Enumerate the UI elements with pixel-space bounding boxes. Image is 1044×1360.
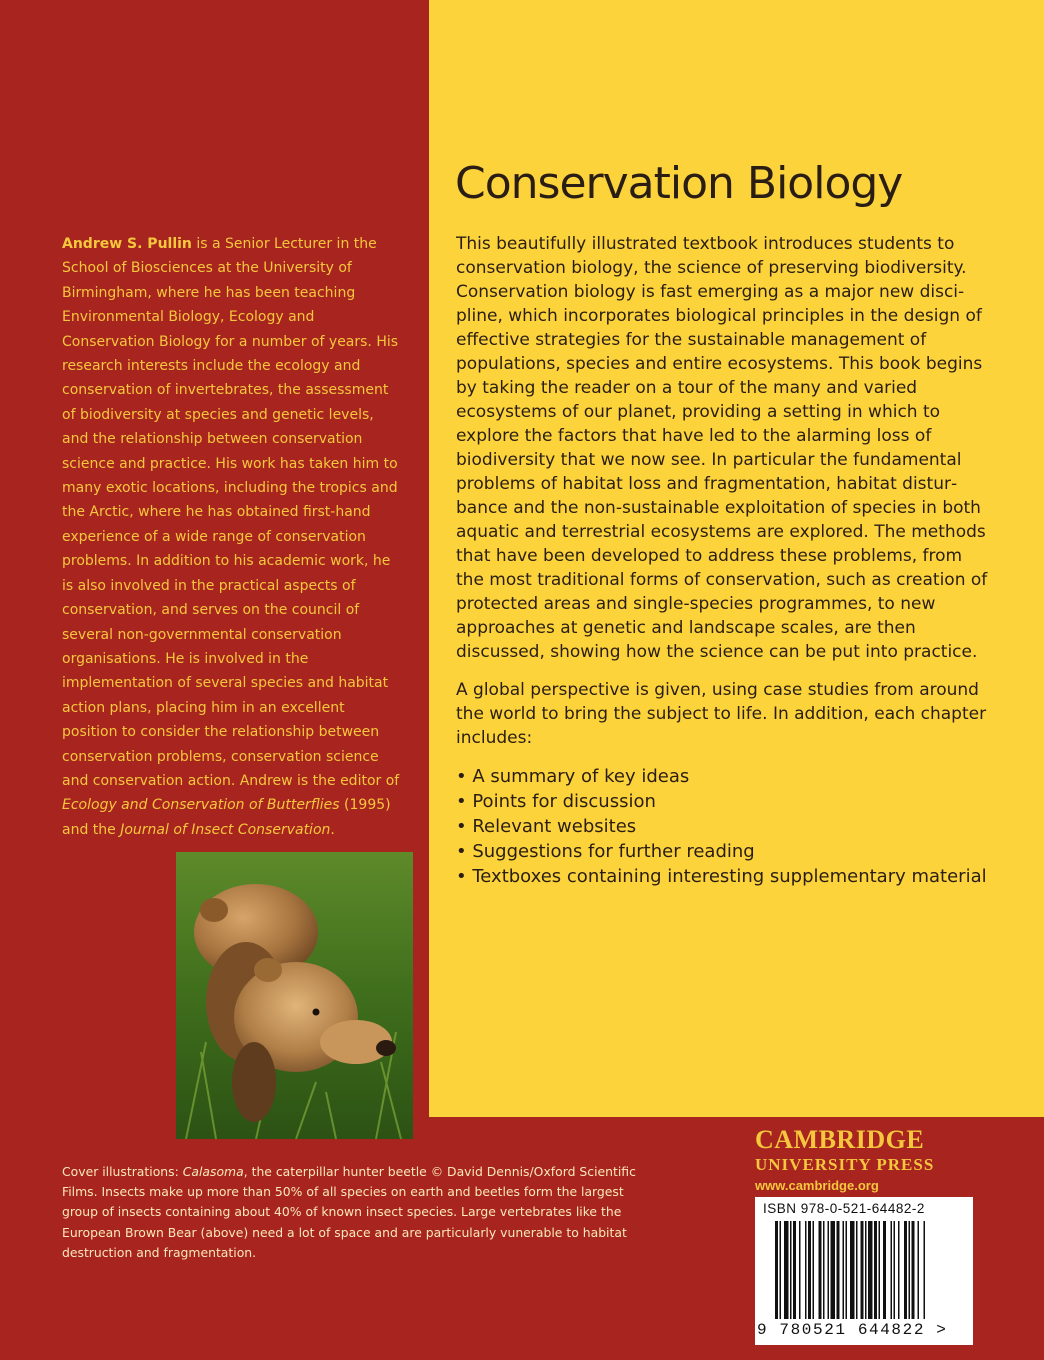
barcode-bar [883,1221,886,1319]
barcode-bar [918,1221,920,1319]
description-paragraph-1: This beautifully illustrated textbook introduces students to conservation biology, the science of preserving biodiversity. Conservation biology is fast emerging as a major new discipline, which incorporates biological principles in the design of effective strategies for the sustainable management of populations, species and entire ecosystems. This book begins by taking the reader on a tour of the many and varied ecosystems of our planet, providing a setting in which to explore the factors that have led to the alarming loss of biodiversity that we now see. In particular the fundamental problems of habitat loss and fragmentation, habitat disturbance and the non-sustainable exploitation of species in both aquatic and terrestrial ecosystems are explored. The methods that have been developed to address these problems, from the most traditional forms of conservation, such as creation of protected areas and single-species programmes, to new approaches at genetic and landscape scales, are then discussed, showing how the science can be put into practice. [456,234,988,662]
barcode-bar [831,1221,836,1319]
feature-item: • Textboxes containing interesting supplementary material [456,864,992,889]
barcode-bar [868,1221,873,1319]
bio-text: is a Senior Lecturer in the School of Biosciences at the University of Birmingham, where he has been teaching Environmental Biology, Ecology and Conservation Biology for a number of years. His research interests include the ecology and conservation of invertebrates, the assessment of biodiversity at species and genetic levels, and the relationship between conservation science and practice. His work has taken him to many exotic locations, including the tropics and the Arctic, where he has obtained first-hand experience of a wide range of conservation problems. In addition to his academic work, he is also involved in the practical aspects of conservation, and serves on the council of several non-governmental conservation organisations. He is involved in the implementation of several species and habitat action plans, placing him in an excellent position to consider the relationship between conservation problems, conservation science and conservation action. Andrew is the editor of [62,236,400,789]
barcode-bar [904,1221,907,1319]
barcode-bar [898,1221,900,1319]
barcode-bar [843,1221,845,1319]
isbn-label: ISBN 978-0-521-64482-2 [763,1201,925,1216]
credits-species: Calasoma [182,1164,244,1179]
bio-text: (1995) and the [62,797,391,838]
barcode-bar [861,1221,864,1319]
barcode-bar [865,1221,867,1319]
barcode-bar [790,1221,792,1319]
credits-text: , the caterpillar hunter beetle © David Dennis/Oxford Scientific Films. Insects make up more than 50% of all species on earth and beetles form the largest group of insects containing about 40% of known insect species. Large vertebrates like the European Brown Bear (above) need a lot of space and are particularly vunerable to habitat destruction and fragmentation. [62,1164,636,1260]
feature-item: • A summary of key ideas [456,764,992,789]
credits-lead: Cover illustrations: [62,1164,183,1179]
book-title: Conservation Biology [455,158,903,209]
barcode-bar [846,1221,848,1319]
bio-book-title: Ecology and Conservation of Butterflies [62,797,340,814]
bear-photo [176,852,413,1139]
barcode-bar [909,1221,911,1319]
barcode-bar [823,1221,825,1319]
author-bio [62,232,402,842]
barcode-bar [793,1221,796,1319]
barcode-bar [799,1221,801,1319]
barcode-bar [912,1221,915,1319]
publisher-name: CAMBRIDGE [755,1125,925,1154]
feature-list [456,764,992,889]
feature-item: • Relevant websites [456,814,992,839]
barcode-bar [784,1221,789,1319]
barcode-bar [891,1221,893,1319]
barcode-bar [850,1221,855,1319]
barcode-bar [856,1221,858,1319]
barcode-bar [837,1221,840,1319]
feature-item: • Suggestions for further reading [456,839,992,864]
description-paragraph-2: A global perspective is given, using case studies from around the world to bring the subject to life. In addition, each chapter includes: [456,680,987,748]
barcode-bar [775,1221,778,1319]
barcode-bar [924,1221,926,1319]
barcode-digits: 9 780521 644822 > [757,1321,948,1339]
publisher-logo [755,1125,975,1197]
bio-journal-title: Journal of Insect Conservation [120,821,331,838]
feature-item: • Points for discussion [456,789,992,814]
author-name: Andrew S. Pullin [62,236,192,252]
barcode-bar [780,1221,782,1319]
barcode-bar [874,1221,877,1319]
barcode-bar [805,1221,807,1319]
bio-text: . [330,821,335,838]
publisher-url: www.cambridge.org [755,1178,879,1193]
barcode-bar [813,1221,815,1319]
publisher-subtitle: UNIVERSITY PRESS [755,1155,935,1174]
barcode-bar [828,1221,830,1319]
isbn-barcode [755,1197,973,1345]
barcode-bar [819,1221,822,1319]
barcode-bar [808,1221,811,1319]
book-description [456,232,992,889]
cover-credits [62,1162,662,1263]
barcode-bar [879,1221,881,1319]
barcode-bar [894,1221,896,1319]
